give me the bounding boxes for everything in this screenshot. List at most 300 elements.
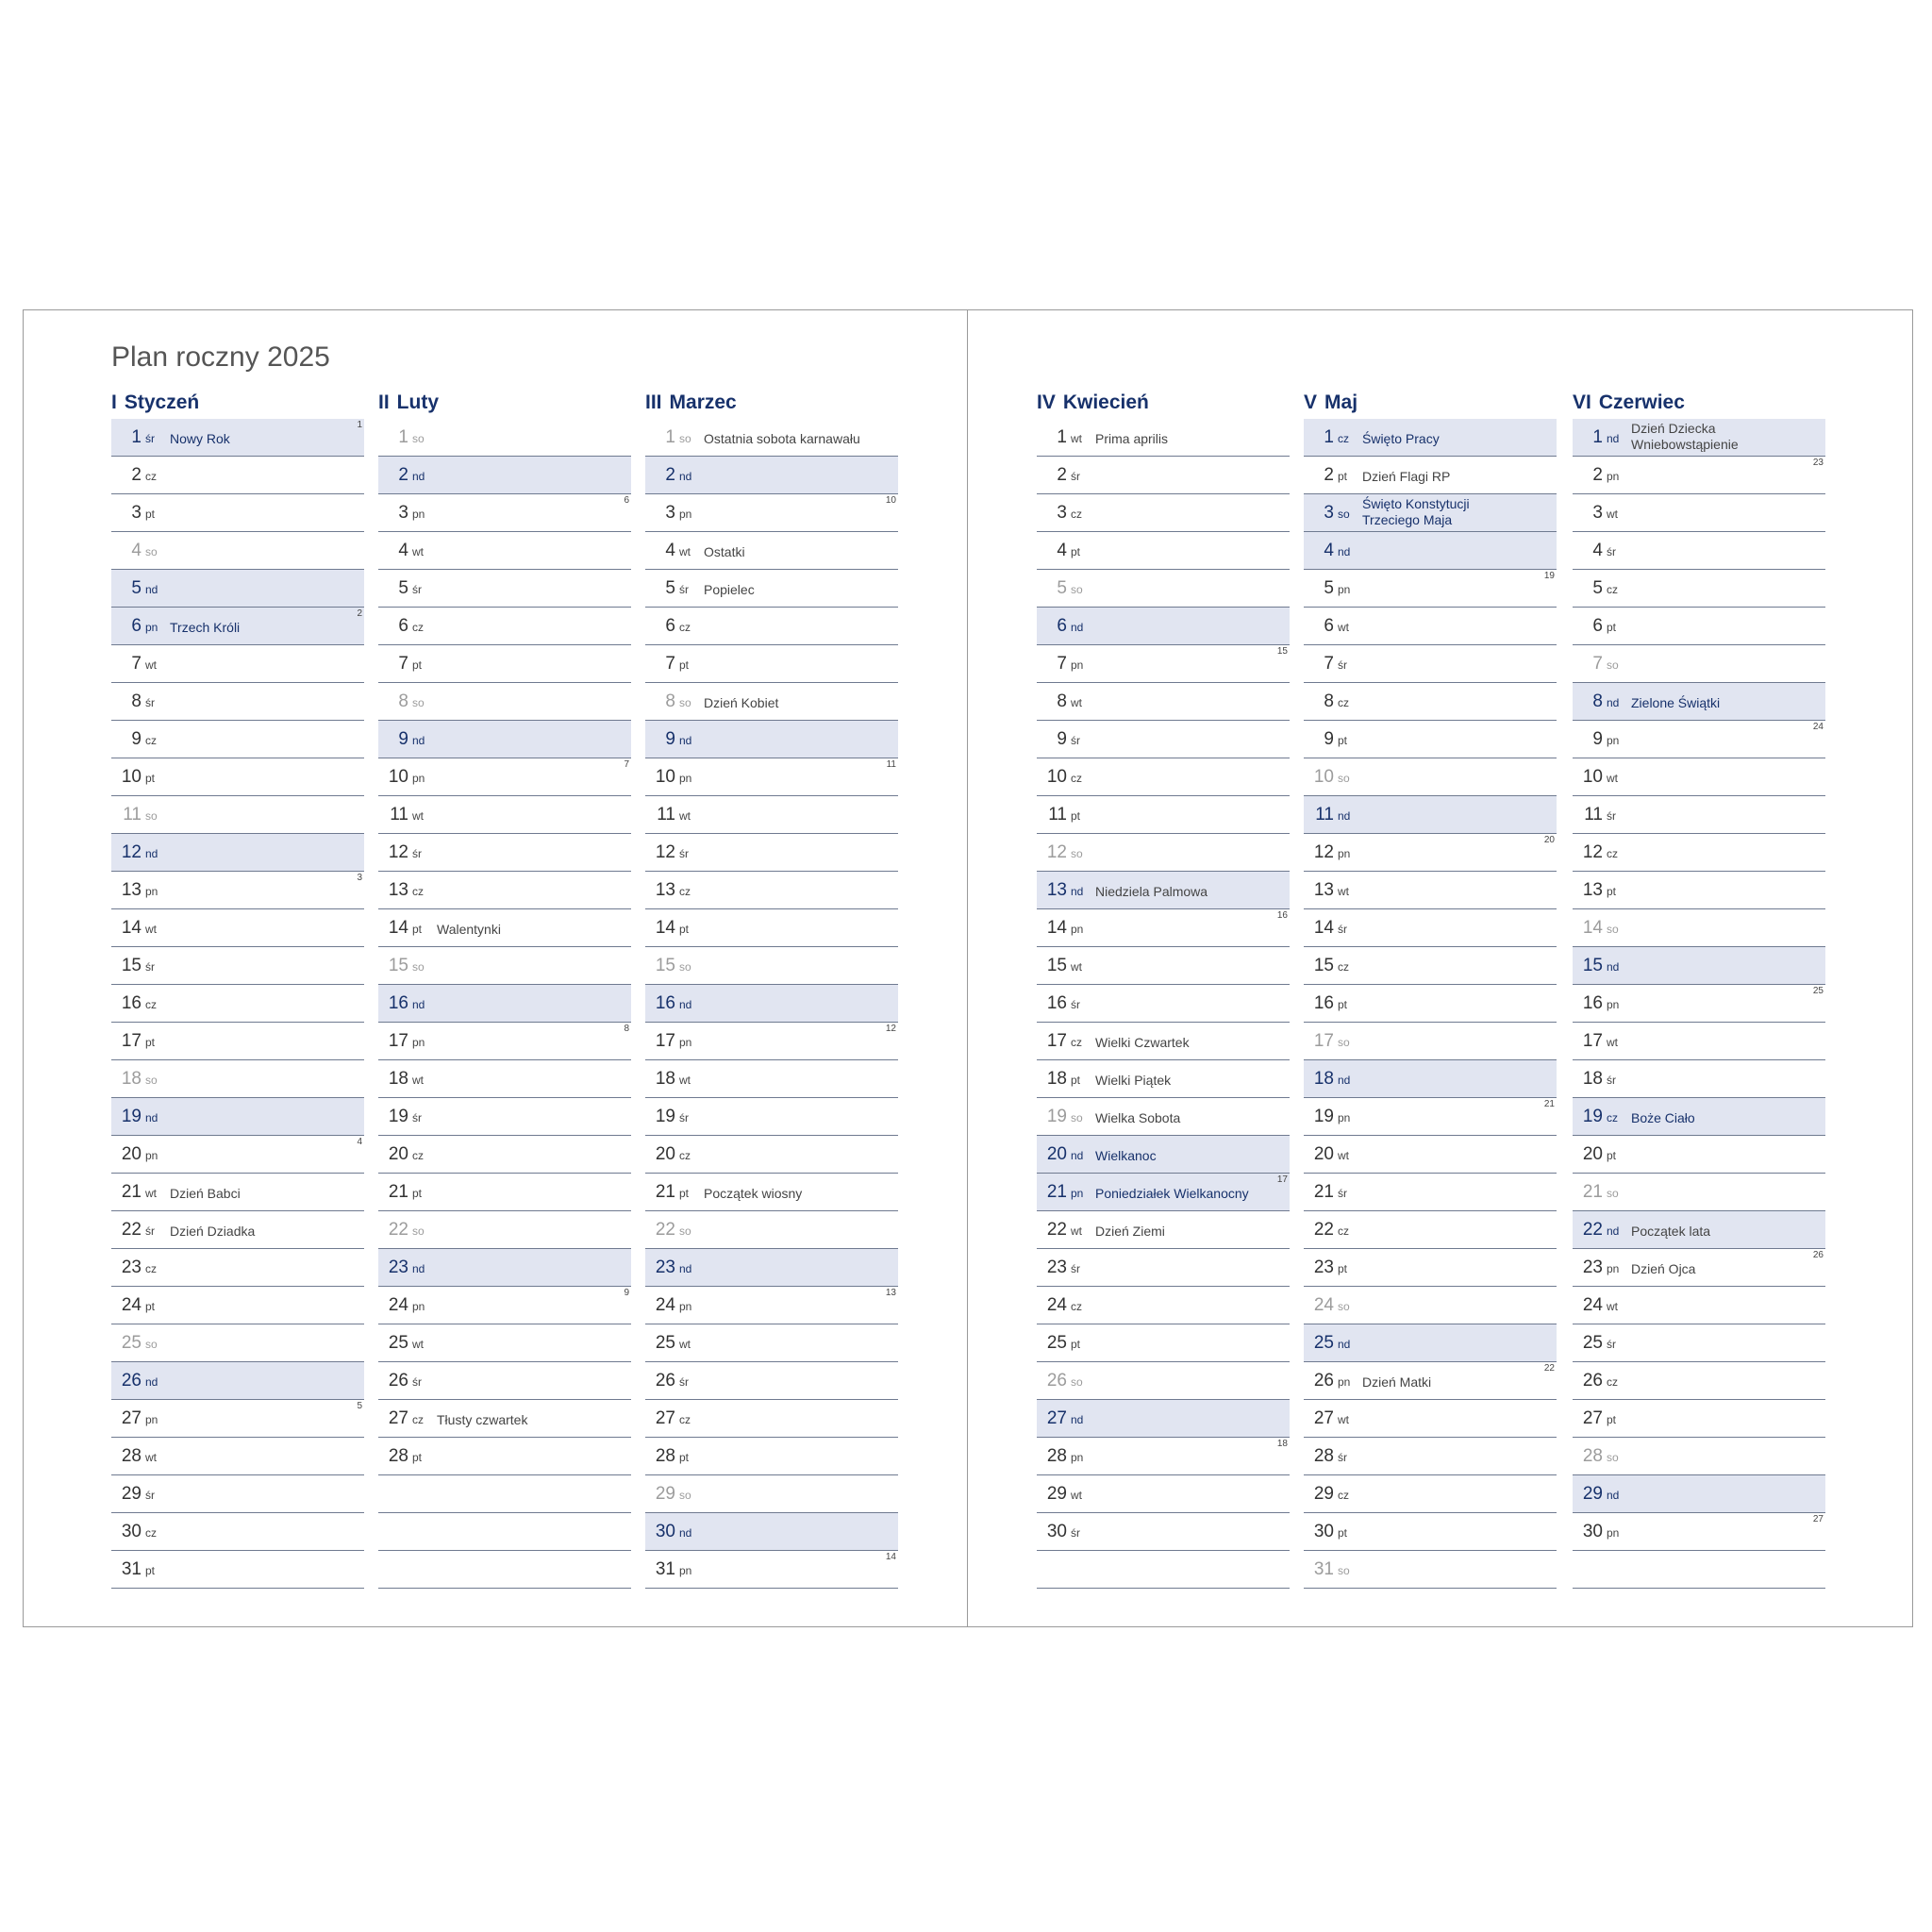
day-number: 28 — [1582, 1446, 1603, 1466]
weekday-abbr: so — [1338, 1036, 1350, 1049]
day-row[interactable] — [111, 1060, 364, 1098]
day-row[interactable] — [111, 1362, 364, 1400]
day-number: 4 — [665, 541, 675, 560]
day-row[interactable] — [645, 494, 898, 532]
day-number: 11 — [123, 805, 142, 824]
day-row[interactable] — [378, 683, 631, 721]
weekday-abbr: cz — [1607, 1111, 1618, 1124]
day-row[interactable] — [645, 1438, 898, 1475]
weekday-abbr: so — [1607, 1451, 1619, 1464]
day-number: 18 — [655, 1069, 675, 1089]
day-row[interactable] — [1573, 1400, 1825, 1438]
weekday-abbr: nd — [1607, 960, 1620, 974]
day-row[interactable] — [1573, 834, 1825, 872]
day-row[interactable] — [1304, 570, 1557, 608]
holiday-name: Niedziela Palmowa — [1095, 884, 1208, 899]
day-row[interactable] — [111, 494, 364, 532]
day-number: 26 — [655, 1371, 675, 1391]
day-row[interactable] — [111, 721, 364, 758]
day-row[interactable] — [378, 985, 631, 1023]
day-row[interactable] — [645, 1362, 898, 1400]
weekday-abbr: cz — [145, 998, 157, 1011]
day-row[interactable] — [111, 645, 364, 683]
day-row[interactable] — [111, 1136, 364, 1174]
day-row[interactable] — [1037, 1287, 1290, 1324]
day-row[interactable] — [1573, 1098, 1825, 1136]
day-row[interactable] — [1573, 872, 1825, 909]
day-row[interactable] — [1304, 1023, 1557, 1060]
day-row[interactable] — [378, 1211, 631, 1249]
weekday-abbr: cz — [1338, 696, 1349, 709]
day-row[interactable] — [1573, 1438, 1825, 1475]
day-row[interactable] — [1037, 1475, 1290, 1513]
day-row[interactable] — [645, 1098, 898, 1136]
day-row[interactable] — [1037, 683, 1290, 721]
day-row[interactable] — [1037, 985, 1290, 1023]
day-row[interactable] — [378, 1060, 631, 1098]
day-row[interactable] — [378, 570, 631, 608]
day-row[interactable] — [1573, 494, 1825, 532]
holiday-name: Nowy Rok — [170, 431, 230, 446]
day-row[interactable] — [645, 872, 898, 909]
day-number: 27 — [388, 1408, 408, 1428]
day-row[interactable] — [1037, 645, 1290, 683]
day-row[interactable] — [1037, 872, 1290, 909]
day-row[interactable] — [111, 419, 364, 457]
day-row[interactable] — [645, 645, 898, 683]
day-number: 25 — [121, 1333, 142, 1353]
day-row[interactable] — [378, 1324, 631, 1362]
day-row[interactable] — [645, 1324, 898, 1362]
empty-row[interactable] — [378, 1475, 631, 1513]
day-row[interactable] — [1037, 1324, 1290, 1362]
day-row[interactable] — [378, 419, 631, 457]
day-row[interactable] — [1573, 985, 1825, 1023]
day-row[interactable] — [378, 796, 631, 834]
day-number: 14 — [1313, 918, 1334, 938]
day-row[interactable] — [1304, 1060, 1557, 1098]
day-row[interactable] — [1304, 1098, 1557, 1136]
weekday-abbr: cz — [145, 734, 157, 747]
day-row[interactable] — [1573, 796, 1825, 834]
day-row[interactable] — [1037, 1249, 1290, 1287]
day-row[interactable] — [1304, 985, 1557, 1023]
day-row[interactable] — [1304, 1174, 1557, 1211]
weekday-abbr: so — [1338, 1564, 1350, 1577]
day-row[interactable] — [1573, 608, 1825, 645]
empty-row[interactable] — [378, 1551, 631, 1589]
holiday-name: Poniedziałek Wielkanocny — [1095, 1186, 1249, 1201]
day-number: 20 — [121, 1144, 142, 1164]
day-row[interactable] — [645, 608, 898, 645]
weekday-abbr: pn — [1071, 1187, 1084, 1200]
day-row[interactable] — [378, 1023, 631, 1060]
day-number: 14 — [121, 918, 142, 938]
week-number: 15 — [1276, 646, 1288, 657]
weekday-abbr: pt — [145, 1036, 156, 1049]
month-name: Czerwiec — [1598, 391, 1685, 413]
day-row[interactable] — [111, 532, 364, 570]
day-row[interactable] — [1573, 947, 1825, 985]
day-row[interactable] — [645, 947, 898, 985]
day-row[interactable] — [111, 457, 364, 494]
day-row[interactable] — [1304, 796, 1557, 834]
day-row[interactable] — [1037, 1174, 1290, 1211]
day-row[interactable] — [1304, 721, 1557, 758]
day-row[interactable] — [645, 1136, 898, 1174]
weekday-abbr: śr — [412, 1375, 422, 1389]
day-row[interactable] — [111, 909, 364, 947]
day-number: 27 — [1582, 1408, 1603, 1428]
weekday-abbr: śr — [1607, 1074, 1616, 1087]
day-row[interactable] — [645, 834, 898, 872]
day-row[interactable] — [1037, 1438, 1290, 1475]
week-number: 23 — [1812, 458, 1824, 468]
day-row[interactable] — [1573, 1023, 1825, 1060]
day-row[interactable] — [111, 1174, 364, 1211]
weekday-abbr: pt — [679, 658, 690, 672]
day-row[interactable] — [1037, 570, 1290, 608]
day-row[interactable] — [1573, 1211, 1825, 1249]
weekday-abbr: so — [412, 960, 425, 974]
day-number: 14 — [655, 918, 675, 938]
day-number: 21 — [1046, 1182, 1067, 1202]
day-number: 28 — [121, 1446, 142, 1466]
day-number: 23 — [121, 1257, 142, 1277]
weekday-abbr: śr — [1338, 1187, 1347, 1200]
day-row[interactable] — [645, 1400, 898, 1438]
weekday-abbr: nd — [1607, 432, 1620, 445]
day-row[interactable] — [1304, 1324, 1557, 1362]
day-row[interactable] — [111, 1211, 364, 1249]
day-number: 15 — [1046, 956, 1067, 975]
day-row[interactable] — [1304, 608, 1557, 645]
day-row[interactable] — [1304, 909, 1557, 947]
day-row[interactable] — [1304, 683, 1557, 721]
day-row[interactable] — [1304, 1400, 1557, 1438]
day-row[interactable] — [1037, 1400, 1290, 1438]
weekday-abbr: nd — [1607, 1224, 1620, 1238]
day-row[interactable] — [1037, 1098, 1290, 1136]
day-row[interactable] — [1573, 457, 1825, 494]
weekday-abbr: so — [145, 809, 158, 823]
week-number: 18 — [1276, 1439, 1288, 1449]
day-row[interactable] — [1573, 909, 1825, 947]
day-row[interactable] — [1304, 532, 1557, 570]
day-row[interactable] — [1037, 758, 1290, 796]
weekday-abbr: śr — [679, 1111, 689, 1124]
day-row[interactable] — [1573, 532, 1825, 570]
day-row[interactable] — [645, 1023, 898, 1060]
weekday-abbr: wt — [1071, 1224, 1082, 1238]
day-row[interactable] — [1573, 1475, 1825, 1513]
day-row[interactable] — [1573, 1513, 1825, 1551]
holiday-name: Zielone Świątki — [1631, 695, 1721, 710]
day-row[interactable] — [111, 985, 364, 1023]
day-number: 28 — [1046, 1446, 1067, 1466]
week-number: 13 — [885, 1288, 896, 1298]
day-row[interactable] — [645, 1249, 898, 1287]
day-row[interactable] — [111, 570, 364, 608]
weekday-abbr: nd — [679, 470, 692, 483]
day-row[interactable] — [1573, 1287, 1825, 1324]
weekday-abbr: pt — [412, 1187, 423, 1200]
weekday-abbr: cz — [1071, 1036, 1082, 1049]
day-row[interactable] — [111, 1098, 364, 1136]
day-number: 7 — [1057, 654, 1067, 674]
day-number: 7 — [1324, 654, 1334, 674]
day-row[interactable] — [1304, 1475, 1557, 1513]
day-row[interactable] — [1573, 645, 1825, 683]
weekday-abbr: śr — [145, 696, 155, 709]
day-row[interactable] — [111, 1249, 364, 1287]
day-number: 30 — [655, 1522, 675, 1541]
day-row[interactable] — [111, 834, 364, 872]
day-row[interactable] — [111, 1400, 364, 1438]
day-row[interactable] — [378, 721, 631, 758]
day-row[interactable] — [1304, 1249, 1557, 1287]
day-row[interactable] — [378, 1362, 631, 1400]
day-number: 18 — [121, 1069, 142, 1089]
day-number: 13 — [1046, 880, 1067, 900]
day-number: 12 — [655, 842, 675, 862]
day-row[interactable] — [1304, 1362, 1557, 1400]
day-number: 21 — [388, 1182, 408, 1202]
day-row[interactable] — [111, 1287, 364, 1324]
day-row[interactable] — [645, 532, 898, 570]
day-row[interactable] — [1573, 1362, 1825, 1400]
day-number: 2 — [1592, 465, 1603, 485]
day-number: 4 — [1324, 541, 1334, 560]
day-number: 25 — [388, 1333, 408, 1353]
day-row[interactable] — [1304, 1551, 1557, 1589]
weekday-abbr: wt — [1338, 885, 1349, 898]
day-row[interactable] — [378, 608, 631, 645]
day-row[interactable] — [378, 1174, 631, 1211]
weekday-abbr: pn — [1071, 658, 1084, 672]
day-number: 24 — [388, 1295, 408, 1315]
month-roman-numeral: III — [645, 391, 662, 413]
empty-row[interactable] — [378, 1513, 631, 1551]
day-row[interactable] — [1037, 1023, 1290, 1060]
day-row[interactable] — [1037, 909, 1290, 947]
day-number: 3 — [1057, 503, 1067, 523]
weekday-abbr: pt — [1071, 1338, 1081, 1351]
day-row[interactable] — [1037, 1060, 1290, 1098]
holiday-name: Wielki Czwartek — [1095, 1035, 1190, 1050]
day-row[interactable] — [111, 1475, 364, 1513]
weekday-abbr: cz — [1071, 1300, 1082, 1313]
day-row[interactable] — [378, 1400, 631, 1438]
day-number: 6 — [131, 616, 142, 636]
day-row[interactable] — [645, 457, 898, 494]
day-number: 28 — [388, 1446, 408, 1466]
empty-row[interactable] — [1037, 1551, 1290, 1589]
day-row[interactable] — [378, 645, 631, 683]
day-row[interactable] — [111, 796, 364, 834]
weekday-abbr: pt — [679, 1187, 690, 1200]
day-row[interactable] — [645, 721, 898, 758]
day-row[interactable] — [1037, 608, 1290, 645]
day-row[interactable] — [645, 1211, 898, 1249]
day-row[interactable] — [378, 1287, 631, 1324]
day-row[interactable] — [1037, 419, 1290, 457]
day-row[interactable] — [1573, 683, 1825, 721]
day-number: 9 — [1324, 729, 1334, 749]
weekday-abbr: nd — [1338, 809, 1351, 823]
day-row[interactable] — [1573, 1249, 1825, 1287]
empty-row[interactable] — [1573, 1551, 1825, 1589]
weekday-abbr: pt — [412, 923, 423, 936]
week-number: 8 — [624, 1024, 629, 1034]
day-number: 15 — [655, 956, 675, 975]
day-row[interactable] — [378, 457, 631, 494]
day-row[interactable] — [111, 1513, 364, 1551]
day-row[interactable] — [1304, 758, 1557, 796]
day-row[interactable] — [378, 834, 631, 872]
day-row[interactable] — [645, 1060, 898, 1098]
weekday-abbr: śr — [679, 1375, 689, 1389]
day-row[interactable] — [645, 796, 898, 834]
weekday-abbr: cz — [1071, 772, 1082, 785]
day-row[interactable] — [1304, 834, 1557, 872]
day-number: 6 — [1324, 616, 1334, 636]
day-row[interactable] — [378, 947, 631, 985]
day-row[interactable] — [1304, 494, 1557, 532]
day-number: 8 — [665, 691, 675, 711]
day-number: 5 — [1057, 578, 1067, 598]
day-number: 27 — [121, 1408, 142, 1428]
day-number: 21 — [121, 1182, 142, 1202]
day-row[interactable] — [645, 683, 898, 721]
page-fold — [967, 309, 968, 1627]
day-number: 3 — [1324, 503, 1334, 523]
weekday-abbr: nd — [145, 1111, 158, 1124]
day-row[interactable] — [1573, 570, 1825, 608]
day-row[interactable] — [1037, 721, 1290, 758]
day-row[interactable] — [645, 985, 898, 1023]
day-row[interactable] — [1037, 1211, 1290, 1249]
day-number: 14 — [1582, 918, 1603, 938]
day-row[interactable] — [1304, 419, 1557, 457]
holiday-name: Początek wiosny — [704, 1186, 803, 1201]
day-row[interactable] — [1573, 758, 1825, 796]
weekday-abbr: pt — [679, 923, 690, 936]
day-row[interactable] — [111, 608, 364, 645]
day-row[interactable] — [1037, 834, 1290, 872]
day-row[interactable] — [378, 494, 631, 532]
day-row[interactable] — [1037, 1136, 1290, 1174]
day-row[interactable] — [645, 419, 898, 457]
day-row[interactable] — [1573, 1324, 1825, 1362]
weekday-abbr: so — [1607, 923, 1619, 936]
day-row[interactable] — [1573, 1136, 1825, 1174]
day-row[interactable] — [111, 683, 364, 721]
day-row[interactable] — [1304, 1287, 1557, 1324]
day-number: 10 — [1582, 767, 1603, 787]
day-number: 30 — [1046, 1522, 1067, 1541]
day-row[interactable] — [1304, 1136, 1557, 1174]
day-row[interactable] — [378, 872, 631, 909]
day-row[interactable] — [645, 909, 898, 947]
weekday-abbr: pn — [1338, 1375, 1351, 1389]
day-row[interactable] — [378, 1249, 631, 1287]
day-row[interactable] — [645, 570, 898, 608]
day-row[interactable] — [1037, 1362, 1290, 1400]
day-row[interactable] — [111, 947, 364, 985]
weekday-abbr: so — [1071, 1111, 1083, 1124]
day-row[interactable] — [1037, 796, 1290, 834]
day-number: 2 — [131, 465, 142, 485]
day-row[interactable] — [111, 1023, 364, 1060]
day-row[interactable] — [1304, 1513, 1557, 1551]
day-row[interactable] — [378, 532, 631, 570]
weekday-abbr: wt — [412, 809, 424, 823]
day-row[interactable] — [1037, 947, 1290, 985]
day-row[interactable] — [1037, 532, 1290, 570]
day-row[interactable] — [111, 1551, 364, 1589]
day-number: 6 — [398, 616, 408, 636]
day-row[interactable] — [1573, 721, 1825, 758]
day-row[interactable] — [1573, 1060, 1825, 1098]
day-row[interactable] — [645, 1287, 898, 1324]
day-number: 19 — [1582, 1107, 1603, 1126]
day-row[interactable] — [645, 1174, 898, 1211]
day-row[interactable] — [378, 758, 631, 796]
weekday-abbr: pt — [1071, 545, 1081, 558]
day-row[interactable] — [378, 909, 631, 947]
day-row[interactable] — [1304, 1211, 1557, 1249]
day-row[interactable] — [378, 1438, 631, 1475]
day-row[interactable] — [111, 758, 364, 796]
weekday-abbr: so — [1607, 1187, 1619, 1200]
day-row[interactable] — [1304, 457, 1557, 494]
day-number: 2 — [398, 465, 408, 485]
day-row[interactable] — [1304, 872, 1557, 909]
day-row[interactable] — [1304, 1438, 1557, 1475]
day-row[interactable] — [645, 1551, 898, 1589]
day-number: 13 — [388, 880, 408, 900]
day-row[interactable] — [1037, 457, 1290, 494]
day-row[interactable] — [111, 1324, 364, 1362]
day-row[interactable] — [378, 1136, 631, 1174]
day-row[interactable] — [645, 1513, 898, 1551]
holiday-name: Tłusty czwartek — [437, 1412, 528, 1427]
day-row[interactable] — [1304, 645, 1557, 683]
day-row[interactable] — [378, 1098, 631, 1136]
day-row[interactable] — [111, 872, 364, 909]
day-row[interactable] — [1304, 947, 1557, 985]
day-number: 26 — [1313, 1371, 1334, 1391]
weekday-abbr: wt — [145, 1187, 157, 1200]
day-row[interactable] — [645, 758, 898, 796]
day-row[interactable] — [1037, 1513, 1290, 1551]
weekday-abbr: nd — [412, 734, 425, 747]
day-row[interactable] — [1573, 419, 1825, 457]
holiday-name: Trzech Króli — [170, 620, 241, 635]
day-number: 4 — [131, 541, 142, 560]
day-number: 4 — [398, 541, 408, 560]
day-number: 27 — [1313, 1408, 1334, 1428]
weekday-abbr: wt — [679, 1338, 691, 1351]
day-row[interactable] — [645, 1475, 898, 1513]
day-row[interactable] — [1573, 1174, 1825, 1211]
day-row[interactable] — [111, 1438, 364, 1475]
day-number: 15 — [121, 956, 142, 975]
weekday-abbr: wt — [412, 545, 424, 558]
day-row[interactable] — [1037, 494, 1290, 532]
day-number: 10 — [1046, 767, 1067, 787]
